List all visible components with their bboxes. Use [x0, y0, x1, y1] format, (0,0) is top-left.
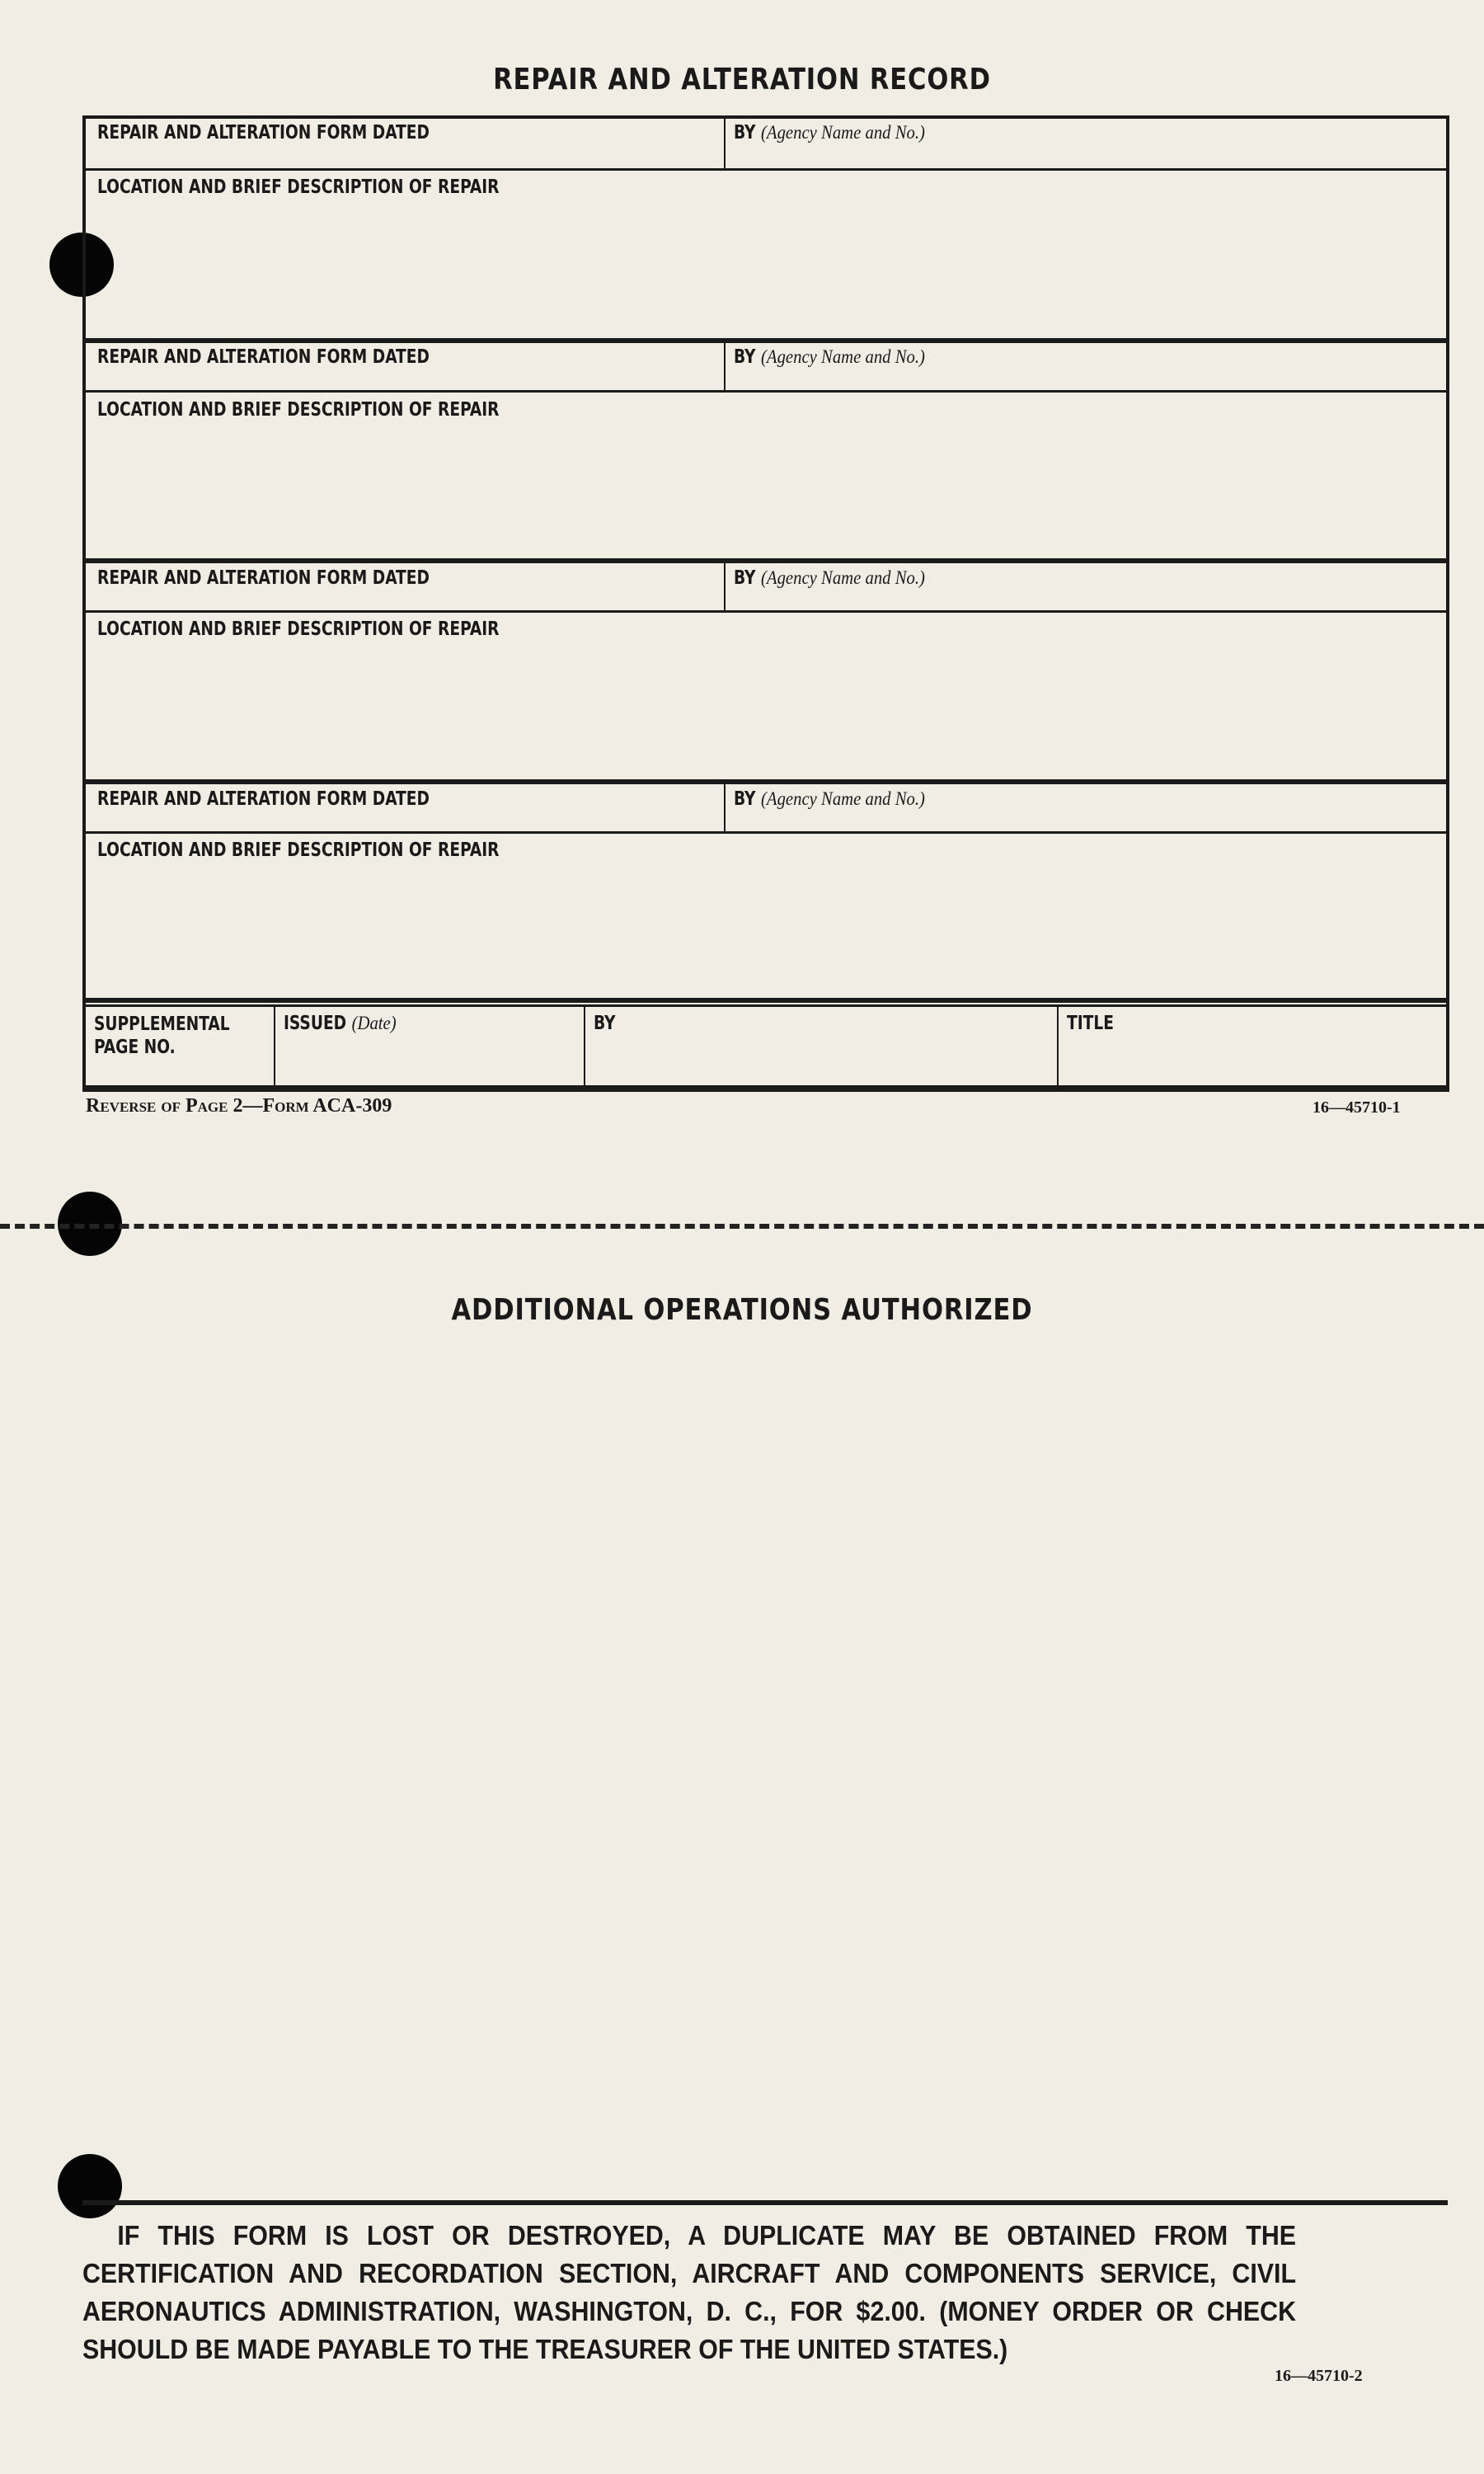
by-label: BY [594, 1013, 616, 1034]
section-title: ADDITIONAL OPERATIONS AUTHORIZED [451, 1293, 1033, 1327]
location-label: LOCATION AND BRIEF DESCRIPTION OF REPAIR [97, 399, 500, 421]
by-label: BY (Agency Name and No.) [734, 122, 925, 143]
title-label: TITLE [1067, 1013, 1114, 1034]
lost-form-notice: IF THIS FORM IS LOST OR DESTROYED, A DUPLICATE MAY BE OBTAINED FROM THE CERTIFICATION AND RECORDATION SECTION, AIRCRAFT AND COMPONENTS SERVICE, CIVIL AERONAUTICS ADMINISTRATION, WASHINGTON, D. C., FOR $2.00. (MONEY ORDER OR CHECK SHOULD BE MADE PAYABLE TO THE TREASURER OF THE UNITED STATES.) [82, 2220, 1296, 2364]
location-label: LOCATION AND BRIEF DESCRIPTION OF REPAIR [97, 840, 500, 861]
repair-record-table [82, 115, 1449, 1092]
location-label: LOCATION AND BRIEF DESCRIPTION OF REPAIR [97, 176, 500, 198]
form-dated-label: REPAIR AND ALTERATION FORM DATED [97, 567, 430, 589]
supplemental-page-label: SUPPLEMENTAL PAGE NO. [94, 1014, 230, 1058]
form-dated-label: REPAIR AND ALTERATION FORM DATED [97, 788, 430, 810]
issued-label: ISSUED (Date) [284, 1013, 397, 1034]
by-label: BY (Agency Name and No.) [734, 567, 925, 589]
location-label: LOCATION AND BRIEF DESCRIPTION OF REPAIR [97, 618, 500, 640]
by-label: BY (Agency Name and No.) [734, 346, 925, 368]
page-title: REPAIR AND ALTERATION RECORD [493, 63, 991, 96]
form-code: 16—45710-2 [1275, 2367, 1363, 2385]
fold-line [0, 1224, 1484, 1229]
by-label: BY (Agency Name and No.) [734, 788, 925, 810]
divider [82, 2200, 1448, 2205]
form-code: 16—45710-1 [1313, 1098, 1401, 1117]
punch-hole-icon [58, 2154, 122, 2218]
form-dated-label: REPAIR AND ALTERATION FORM DATED [97, 346, 430, 368]
form-dated-label: REPAIR AND ALTERATION FORM DATED [97, 122, 430, 143]
form-reference: Reverse of Page 2—Form ACA-309 [86, 1095, 392, 1117]
